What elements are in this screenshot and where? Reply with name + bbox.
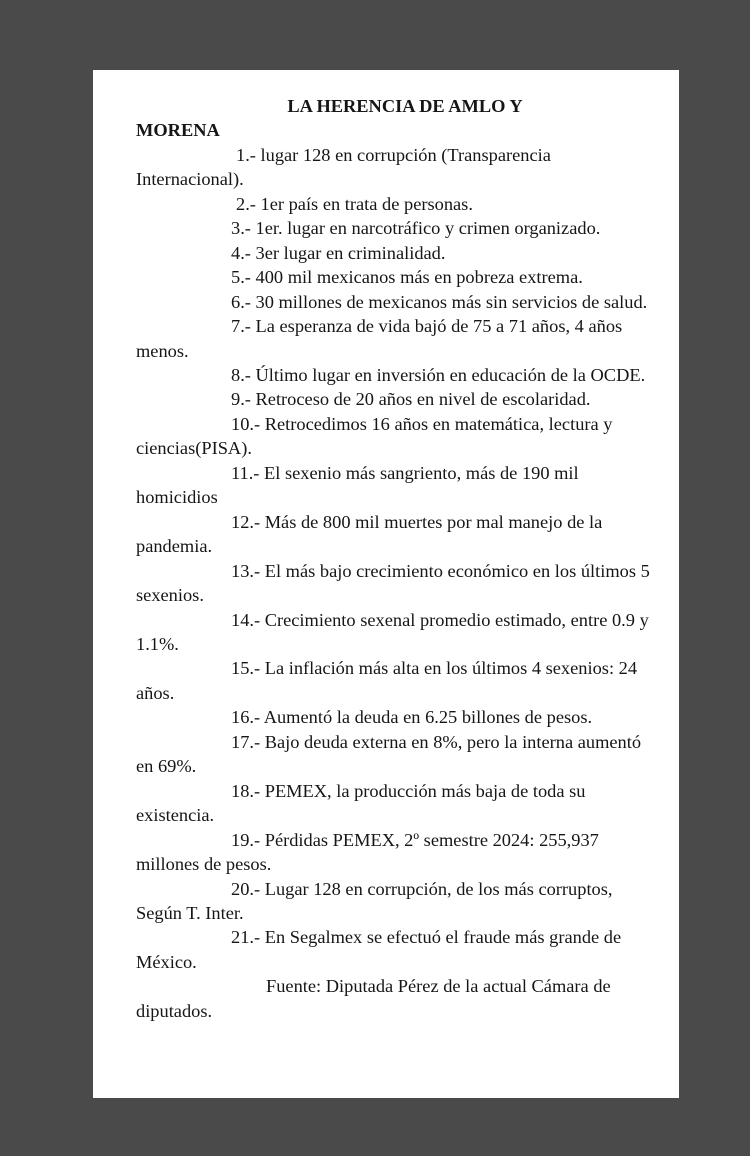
list-item: 3.- 1er. lugar en narcotráfico y crimen organizado. (231, 218, 601, 239)
list-item: 5.- 400 mil mexicanos más en pobreza extrema. (231, 267, 583, 288)
document-text (136, 94, 656, 1023)
list-item: 14.- Crecimiento sexenal promedio estimado, entre 0.9 y 1.1%. (136, 609, 649, 654)
list-item: 21.- En Segalmex se efectuó el fraude más grande de México. (136, 927, 622, 972)
list-item: 18.- PEMEX, la producción más baja de toda su existencia. (136, 780, 586, 826)
list-item: 7.- La esperanza de vida bajó de 75 a 71 años, 4 años menos. (136, 316, 623, 361)
list-item: 9.- Retroceso de 20 años en nivel de escolaridad. (231, 389, 591, 410)
list-item: 11.- El sexenio más sangriento, más de 190 mil homicidios (136, 462, 579, 508)
list-item: 20.- Lugar 128 en corrupción, de los más corruptos, Según T. Inter. (136, 878, 613, 923)
list-item: 15.- La inflación más alta en los últimos 4 sexenios: 24 años. (136, 658, 638, 703)
title-line-2: MORENA (136, 120, 220, 141)
list-item: 19.- Pérdidas PEMEX, 2º semestre 2024: 255,937 millones de pesos. (136, 829, 599, 875)
list-item: 1.- lugar 128 en corrupción (Transparencia Internacional). (136, 144, 551, 190)
document-page (93, 70, 679, 1098)
list-item: 13.- El más bajo crecimiento económico en los últimos 5 sexenios. (136, 560, 650, 606)
list-item: 4.- 3er lugar en criminalidad. (231, 242, 446, 263)
list-item: 17.- Bajo deuda externa en 8%, pero la interna aumentó en 69%. (136, 731, 642, 777)
list-item: 8.- Último lugar en inversión en educación de la OCDE. (231, 364, 646, 385)
list-item: 2.- 1er país en trata de personas. (236, 193, 473, 214)
source-note: Fuente: Diputada Pérez de la actual Cámara de diputados. (136, 976, 611, 1021)
list-item: 16.- Aumentó la deuda en 6.25 billones de pesos. (231, 707, 593, 728)
title-line-1: LA HERENCIA DE AMLO Y (287, 96, 523, 116)
list-item: 10.- Retrocedimos 16 años en matemática, lectura y ciencias(PISA). (136, 413, 613, 459)
list-item: 6.- 30 millones de mexicanos más sin servicios de salud. (231, 291, 648, 312)
list-item: 12.- Más de 800 mil muertes por mal manejo de la pandemia. (136, 511, 603, 557)
